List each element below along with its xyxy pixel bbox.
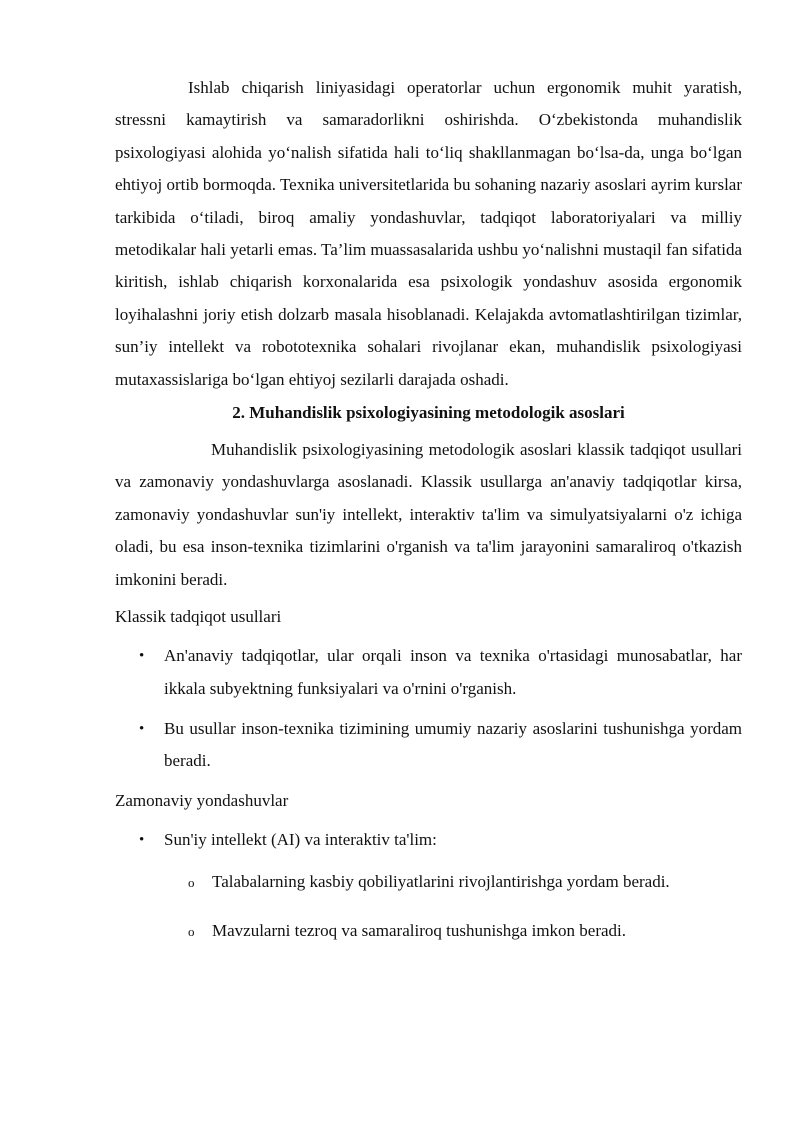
modern-approaches-list — [115, 824, 742, 856]
modern-approaches-title: Zamonaviy yondashuvlar — [115, 790, 289, 810]
sub-list-item-text: Talabalarning kasbiy qobiliyatlarini rivojlantirishga yordam beradi. — [212, 872, 670, 892]
list-item — [115, 713, 742, 778]
bullet-icon: • — [139, 648, 145, 665]
classic-methods-title: Klassik tadqiqot usullari — [115, 607, 282, 627]
bullet-icon: • — [139, 720, 145, 737]
list-item-text: Bu usullar inson-texnika tizimining umumiy nazariy asoslarini tushunishga yordam beradi. — [164, 718, 742, 771]
list-item-text: An'anaviy tadqiqotlar, ular orqali inson va texnika o'rtasidagi munosabatlar, har ikkala subyektning funksiyalari va o'rnini o'rganish. — [164, 646, 742, 698]
classic-methods-list — [115, 640, 742, 778]
circle-bullet-icon: o — [188, 923, 195, 939]
sub-list-item — [115, 915, 742, 947]
sub-list-item — [115, 866, 742, 898]
intro-paragraph: Ishlab chiqarish liniyasidagi operatorlar uchun ergonomik muhit yaratish, stressni kamaytirish va samaradorlikni oshirishda. O‘zbekistonda muhandislik psixologiyasi alohida yo‘nalish sifatida hali to‘liq shakllanmagan bo‘lsa-da, unga bo‘lgan ehtiyoj ortib bormoqda. Texnika universitetlarida bu sohaning nazariy asoslari ayrim kurslar tarkibida o‘tiladi, biroq amaliy yondashuvlar, tadqiqot laboratoriyalari va milliy metodikalar hali yetarli emas. Ta’lim muassasalarida ushbu yo‘nalishni mustaqil fan sifatida kiritish, ishlab chiqarish korxonalarida esa psixologik yondashuv asosida ergonomik loyihalashni joriy etish dolzarb masala hisoblanadi. Kelajakda avtomatlashtirilgan tizimlar, sun’iy intellekt va robototexnika sohalari rivojlanar ekan, muhandislik psixologiyasi mutaxassislariga bo‘lgan ehtiyoj sezilarli darajada oshadi. — [115, 78, 742, 389]
circle-bullet-icon: o — [188, 875, 195, 891]
modern-approaches-sublist — [115, 866, 742, 947]
list-item — [115, 640, 742, 705]
section-paragraph: Muhandislik psixologiyasining metodologik asoslari klassik tadqiqot usullari va zamonaviy yondashuvlarga asoslanadi. Klassik usullarga an'anaviy tadqiqotlar kirsa, zamonaviy yondashuvlar sun'iy intellekt, interaktiv ta'lim va simulyatsiyalarni o'z ichiga oladi, bu esa inson-texnika tizimlarini o'rganish va ta'lim jarayonini samaraliroq o'tkazish imkonini beradi. — [115, 440, 742, 589]
bullet-icon: • — [139, 831, 145, 848]
list-item — [115, 824, 742, 856]
section-heading: 2. Muhandislik psixologiyasining metodologik asoslari — [232, 403, 625, 423]
sub-list-item-text: Mavzularni tezroq va samaraliroq tushunishga imkon beradi. — [212, 920, 627, 940]
list-item-text: Sun'iy intellekt (AI) va interaktiv ta'lim: — [164, 829, 437, 849]
document-page — [115, 72, 742, 963]
